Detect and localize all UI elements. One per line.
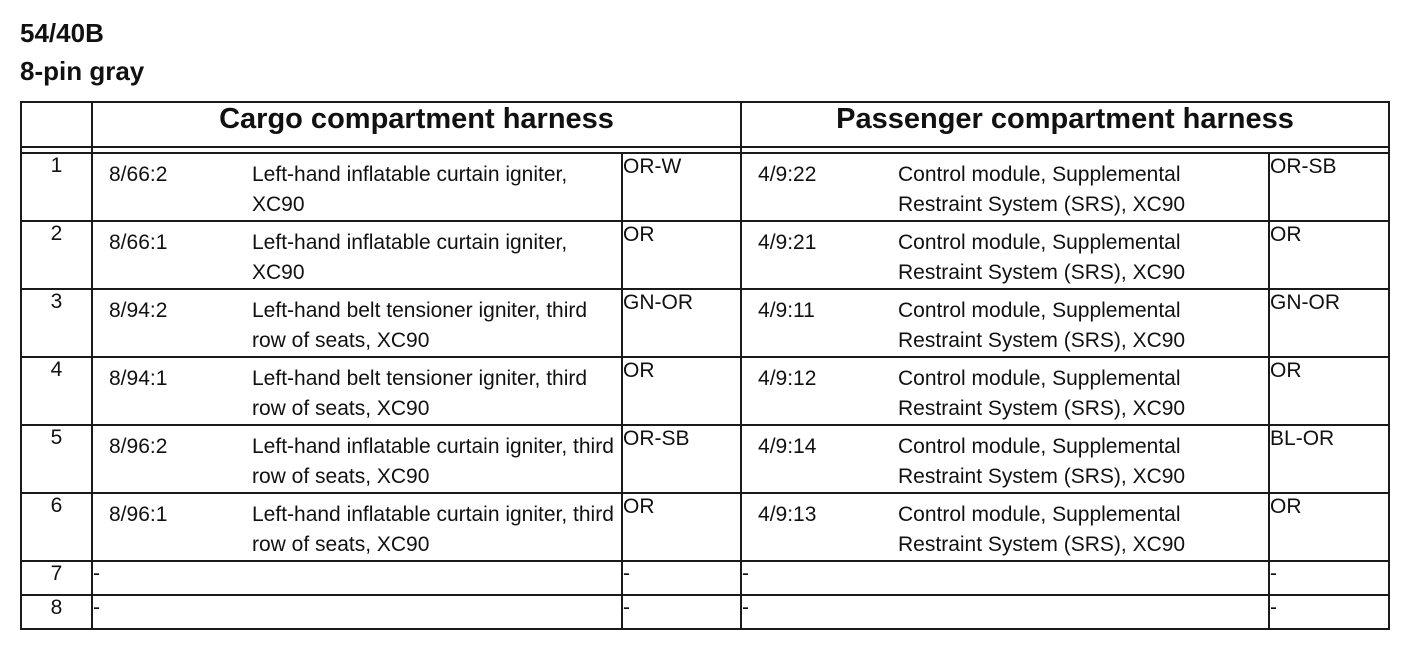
cargo-description: Left-hand belt tensioner igniter, third row of seats, XC90	[252, 299, 588, 352]
passenger-description: Control module, Supplemental Restraint System (SRS), XC90	[898, 299, 1186, 352]
table-row	[21, 357, 1389, 425]
cargo-connector: 8/66:1	[109, 231, 168, 254]
cargo-wire-color: OR	[622, 493, 741, 561]
cargo-description: Left-hand inflatable curtain igniter, XC90	[252, 231, 568, 284]
passenger-connector: -	[741, 595, 1269, 629]
cargo-connector: 8/94:2	[109, 299, 168, 322]
cargo-cell	[92, 221, 622, 289]
connector-description: 8-pin gray	[20, 56, 145, 86]
pin-number: 5	[21, 425, 92, 493]
passenger-connector: 4/9:12	[758, 367, 817, 390]
passenger-harness-header: Passenger compartment harness	[741, 102, 1389, 147]
passenger-cell	[741, 153, 1269, 221]
passenger-connector: 4/9:14	[758, 435, 817, 458]
connector-id: 54/40B	[20, 18, 104, 48]
passenger-connector: 4/9:13	[758, 503, 817, 526]
cargo-connector: 8/96:2	[109, 435, 168, 458]
cargo-wire-color: OR	[622, 221, 741, 289]
passenger-description: Control module, Supplemental Restraint System (SRS), XC90	[898, 163, 1186, 216]
passenger-wire-color: GN-OR	[1269, 289, 1389, 357]
pin-header	[21, 102, 92, 147]
pin-number: 3	[21, 289, 92, 357]
pinout-body	[21, 153, 1389, 629]
passenger-wire-color: -	[1269, 561, 1389, 595]
cargo-connector: -	[92, 561, 622, 595]
table-row	[21, 561, 1389, 595]
cargo-cell	[92, 289, 622, 357]
passenger-wire-color: OR	[1269, 221, 1389, 289]
cargo-wire-color: -	[622, 561, 741, 595]
cargo-description: Left-hand belt tensioner igniter, third row of seats, XC90	[252, 367, 588, 420]
cargo-description: Left-hand inflatable curtain igniter, XC90	[252, 163, 568, 216]
passenger-wire-color: -	[1269, 595, 1389, 629]
table-row	[21, 289, 1389, 357]
passenger-cell	[741, 289, 1269, 357]
cargo-connector: 8/94:1	[109, 367, 168, 390]
table-row	[21, 221, 1389, 289]
pin-number: 1	[21, 153, 92, 221]
table-row	[21, 153, 1389, 221]
passenger-wire-color: OR	[1269, 357, 1389, 425]
cargo-description: Left-hand inflatable curtain igniter, third row of seats, XC90	[252, 503, 614, 556]
cargo-cell	[92, 493, 622, 561]
passenger-connector: 4/9:11	[758, 299, 815, 322]
cargo-harness-header: Cargo compartment harness	[92, 102, 741, 147]
passenger-cell	[741, 493, 1269, 561]
cargo-cell	[92, 153, 622, 221]
cargo-wire-color: OR-SB	[622, 425, 741, 493]
pin-number: 4	[21, 357, 92, 425]
cargo-wire-color: OR-W	[622, 153, 741, 221]
passenger-wire-color: OR	[1269, 493, 1389, 561]
pin-number: 2	[21, 221, 92, 289]
passenger-description: Control module, Supplemental Restraint System (SRS), XC90	[898, 503, 1186, 556]
cargo-description: Left-hand inflatable curtain igniter, third row of seats, XC90	[252, 435, 614, 488]
passenger-connector: 4/9:21	[758, 231, 817, 254]
passenger-cell	[741, 357, 1269, 425]
cargo-wire-color: OR	[622, 357, 741, 425]
cargo-wire-color: -	[622, 595, 741, 629]
table-row	[21, 425, 1389, 493]
pinout-table	[20, 101, 1390, 630]
pin-number: 7	[21, 561, 92, 595]
cargo-cell	[92, 425, 622, 493]
passenger-connector: -	[741, 561, 1269, 595]
pin-number: 6	[21, 493, 92, 561]
cargo-connector: 8/66:2	[109, 163, 168, 186]
cargo-wire-color: GN-OR	[622, 289, 741, 357]
passenger-cell	[741, 425, 1269, 493]
passenger-wire-color: BL-OR	[1269, 425, 1389, 493]
cargo-cell	[92, 357, 622, 425]
passenger-wire-color: OR-SB	[1269, 153, 1389, 221]
passenger-description: Control module, Supplemental Restraint System (SRS), XC90	[898, 231, 1186, 284]
passenger-description: Control module, Supplemental Restraint System (SRS), XC90	[898, 367, 1186, 420]
table-row	[21, 595, 1389, 629]
cargo-connector: 8/96:1	[109, 503, 168, 526]
table-row	[21, 493, 1389, 561]
header-row	[21, 102, 1389, 147]
pin-number: 8	[21, 595, 92, 629]
passenger-connector: 4/9:22	[758, 163, 817, 186]
cargo-connector: -	[92, 595, 622, 629]
passenger-description: Control module, Supplemental Restraint System (SRS), XC90	[898, 435, 1186, 488]
passenger-cell	[741, 221, 1269, 289]
